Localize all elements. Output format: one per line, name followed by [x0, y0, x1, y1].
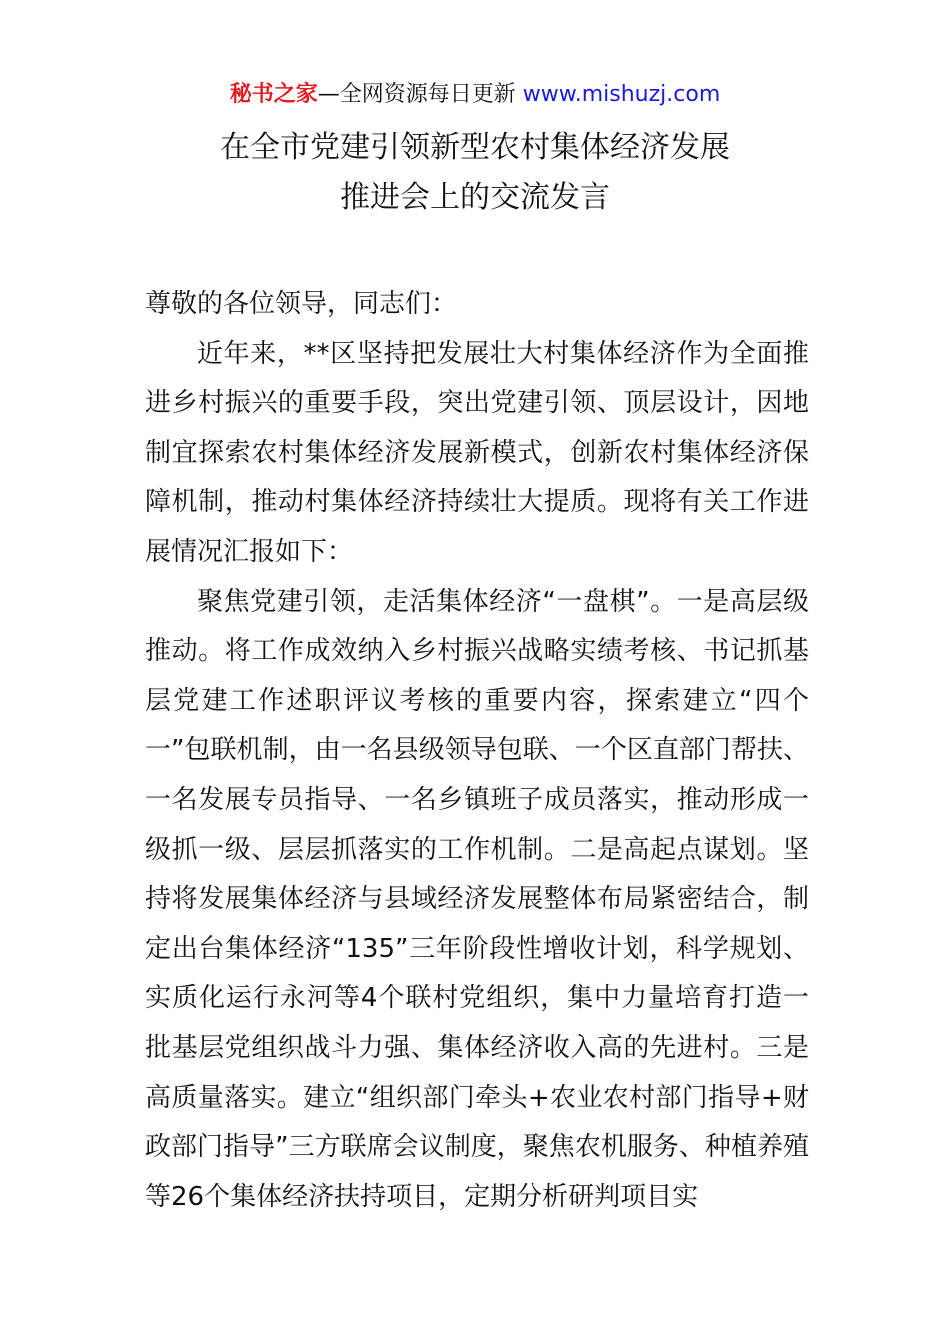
brand-name: 秘书之家 [229, 82, 318, 107]
header-tagline: —全网资源每日更新 [317, 82, 516, 107]
site-url-link[interactable]: www.mishuzj.com [522, 82, 721, 107]
paragraph-intro: 近年来，**区坚持把发展壮大村集体经济作为全面推进乡村振兴的重要手段，突出党建引领、顶层设计，因地制宜探索农村集体经济发展新模式，创新农村集体经济保障机制，推动村集体经济持续壮大提质。现将有关工作进展情况汇报如下： [145, 338, 809, 567]
site-header [0, 78, 950, 112]
document-title-line-1: 在全市党建引领新型农村集体经济发展 [220, 130, 730, 165]
document-title-line-2: 推进会上的交流发言 [340, 180, 610, 215]
paragraph-party-leadership: 聚焦党建引领，走活集体经济“一盘棋”。一是高层级推动。将工作成效纳入乡村振兴战略实绩考核、书记抓基层党建工作述职评议考核的重要内容，探索建立“四个一”包联机制，由一名县级领导包联、一个区直部门帮扶、一名发展专员指导、一名乡镇班子成员落实，推动形成一级抓一级、层层抓落实的工作机制。二是高起点谋划。坚持将发展集体经济与县域经济发展整体布局紧密结合，制定出台集体经济“135”三年阶段性增收计划，科学规划、实质化运行永河等4个联村党组织，集中力量培育打造一批基层党组织战斗力强、集体经济收入高的先进村。三是高质量落实。建立“组织部门牵头+农业农村部门指导+财政部门指导”三方联席会议制度，聚焦农机服务、种植养殖等26个集体经济扶持项目，定期分析研判项目实 [145, 586, 809, 1212]
salutation: 尊敬的各位领导，同志们： [145, 289, 458, 319]
document-body [145, 280, 809, 1222]
